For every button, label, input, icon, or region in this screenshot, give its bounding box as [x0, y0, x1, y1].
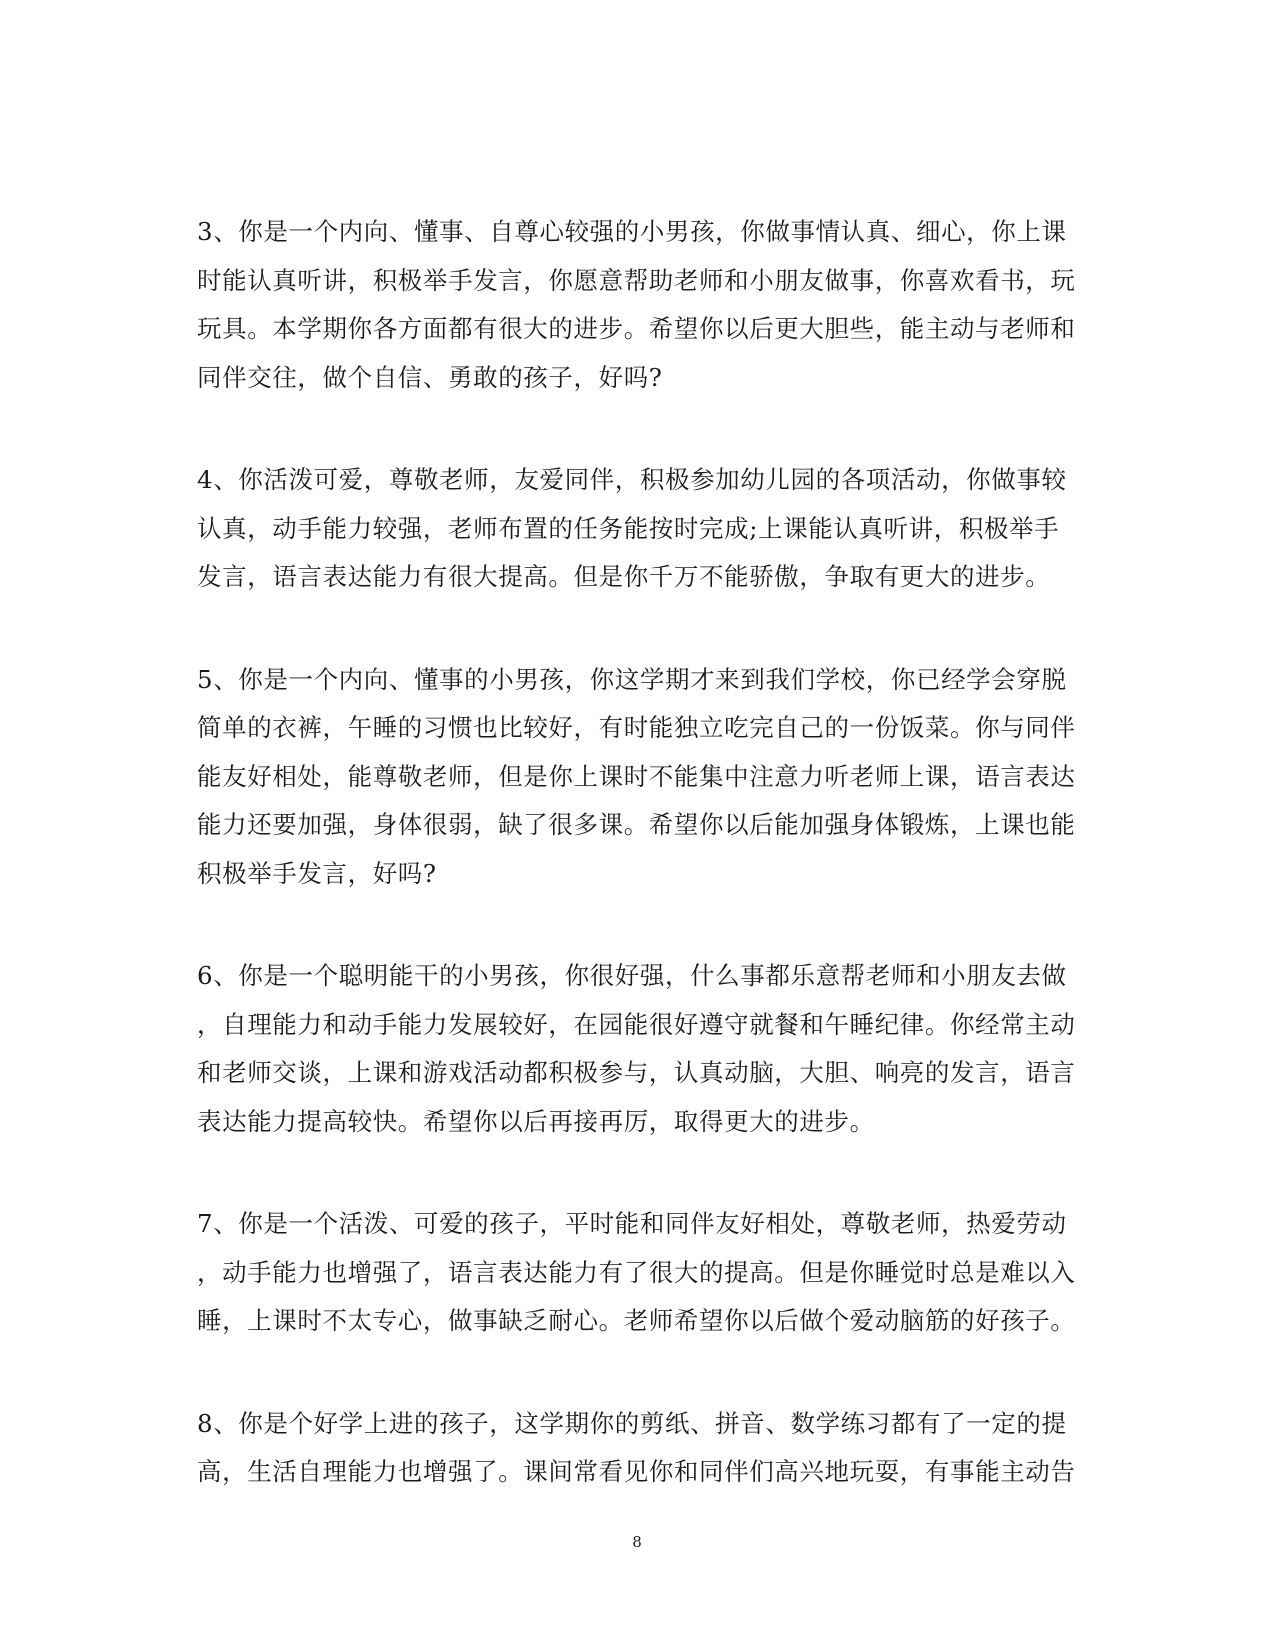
- text-line: 和老师交谈，上课和游戏活动都积极参与，认真动脑，大胆、响亮的发言，语言: [197, 1058, 1076, 1087]
- body-text: [197, 208, 1077, 1551]
- text-line: 6、你是一个聪明能干的小男孩，你很好强，什么事都乐意帮老师和小朋友去做: [197, 961, 1067, 990]
- text-line: ，自理能力和动手能力发展较好，在园能很好遵守就餐和午睡纪律。你经常主动: [197, 1009, 1076, 1039]
- text-line: 4、你活泼可爱，尊敬老师，友爱同伴，积极参加幼儿园的各项活动，你做事较: [197, 465, 1067, 494]
- text-line: 积极举手发言，好吗?: [197, 858, 437, 888]
- text-line: 7、你是一个活泼、可爱的孩子，平时能和同伴友好相处，尊敬老师，热爱劳动: [197, 1209, 1067, 1238]
- paragraph-7: [197, 1200, 1077, 1346]
- text-line: 睡，上课时不太专心，做事缺乏耐心。老师希望你以后做个爱动脑筋的好孩子。: [197, 1306, 1076, 1335]
- text-line: 5、你是一个内向、懂事的小男孩，你这学期才来到我们学校，你已经学会穿脱: [197, 664, 1067, 694]
- text-line: 3、你是一个内向、懂事、自尊心较强的小男孩，你做事情认真、细心，你上课: [197, 217, 1067, 246]
- text-line: ，动手能力也增强了，语言表达能力有了很大的提高。但是你睡觉时总是难以入: [197, 1257, 1076, 1287]
- text-line: 能力还要加强，身体很弱，缺了很多课。希望你以后能加强身体锻炼，上课也能: [197, 810, 1076, 839]
- text-line: 同伴交往，做个自信、勇敢的孩子，好吗?: [197, 362, 663, 392]
- text-line: 高，生活自理能力也增强了。课间常看见你和同伴们高兴地玩耍，有事能主动告: [197, 1457, 1076, 1486]
- text-line: 玩具。本学期你各方面都有很大的进步。希望你以后更大胆些，能主动与老师和: [197, 314, 1076, 343]
- paragraph-4: [197, 456, 1077, 602]
- text-line: 表达能力提高较快。希望你以后再接再厉，取得更大的进步。: [197, 1106, 875, 1136]
- text-line: 8、你是个好学上进的孩子，这学期你的剪纸、拼音、数学练习都有了一定的提: [197, 1408, 1067, 1438]
- paragraph-3: [197, 208, 1077, 402]
- text-line: 时能认真听讲，积极举手发言，你愿意帮助老师和小朋友做事，你喜欢看书，玩: [197, 265, 1076, 295]
- page-number: 8: [632, 1533, 642, 1551]
- text-line: 认真，动手能力较强，老师布置的任务能按时完成;上课能认真听讲，积极举手: [197, 513, 1060, 543]
- text-line: 发言，语言表达能力有很大提高。但是你千万不能骄傲，争取有更大的进步。: [197, 562, 1051, 591]
- paragraph-5: [197, 656, 1077, 899]
- text-line: 简单的衣裤，午睡的习惯也比较好，有时能独立吃完自己的一份饭菜。你与同伴: [197, 713, 1076, 742]
- paragraph-8: [197, 1400, 1077, 1497]
- text-line: 能友好相处，能尊敬老师，但是你上课时不能集中注意力听老师上课，语言表达: [197, 761, 1076, 791]
- paragraph-6: [197, 952, 1077, 1146]
